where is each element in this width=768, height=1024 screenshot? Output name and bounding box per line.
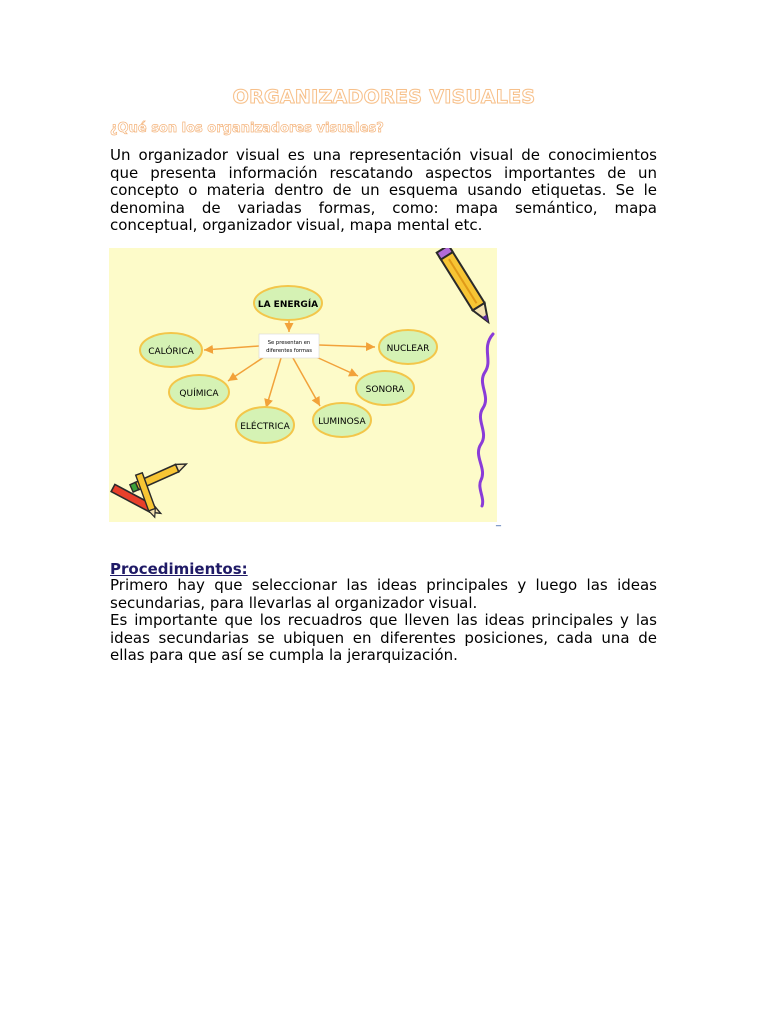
- svg-text:ELÉCTRICA: ELÉCTRICA: [240, 422, 290, 432]
- procedures-text: [110, 577, 657, 665]
- procedures-paragraph-2: Es importante que los recuadros que lleven las ideas principales y las ideas secundarias se ubiquen en diferentes posiciones, cada una de ellas para que así se cumpla la jerarquización.: [110, 611, 657, 664]
- concept-map-figure: [109, 248, 499, 522]
- svg-text:QUÍMICA: QUÍMICA: [179, 389, 219, 399]
- intro-paragraph: Un organizador visual es una representación visual de conocimientos que presenta información rescatando aspectos importantes de un concepto o materia dentro de un esquema usando etiquetas. Se le denomina de variadas formas, como: mapa semántico, mapa conceptual, organizador visual, mapa mental etc.: [110, 146, 657, 234]
- document-title: ORGANIZADORES VISUALES: [232, 86, 536, 108]
- svg-text:LA ENERGÍA: LA ENERGÍA: [257, 300, 319, 310]
- procedures-paragraph-1: Primero hay que seleccionar las ideas principales y luego las ideas secundarias, para llevarlas al organizador visual.: [110, 576, 657, 612]
- svg-text:NUCLEAR: NUCLEAR: [386, 344, 430, 354]
- node-center: [254, 286, 322, 320]
- section-subtitle: ¿Qué son los organizadores visuales?: [110, 121, 384, 136]
- svg-text:CALÓRICA: CALÓRICA: [148, 347, 194, 357]
- node-sonora: [356, 371, 414, 405]
- svg-text:diferentes formas: diferentes formas: [266, 348, 312, 354]
- svg-text:Se presentan en: Se presentan en: [267, 340, 311, 346]
- procedures-heading: Procedimientos:: [110, 560, 248, 578]
- node-nuclear: [379, 330, 437, 364]
- node-luminosa: [313, 403, 371, 437]
- node-calorica: [140, 333, 202, 367]
- figure-link[interactable]: _: [496, 516, 501, 527]
- node-electrica: [236, 407, 294, 443]
- svg-text:LUMINOSA: LUMINOSA: [318, 417, 366, 427]
- connector-label: [259, 334, 319, 358]
- node-quimica: [169, 375, 229, 409]
- svg-text:SONORA: SONORA: [365, 385, 405, 395]
